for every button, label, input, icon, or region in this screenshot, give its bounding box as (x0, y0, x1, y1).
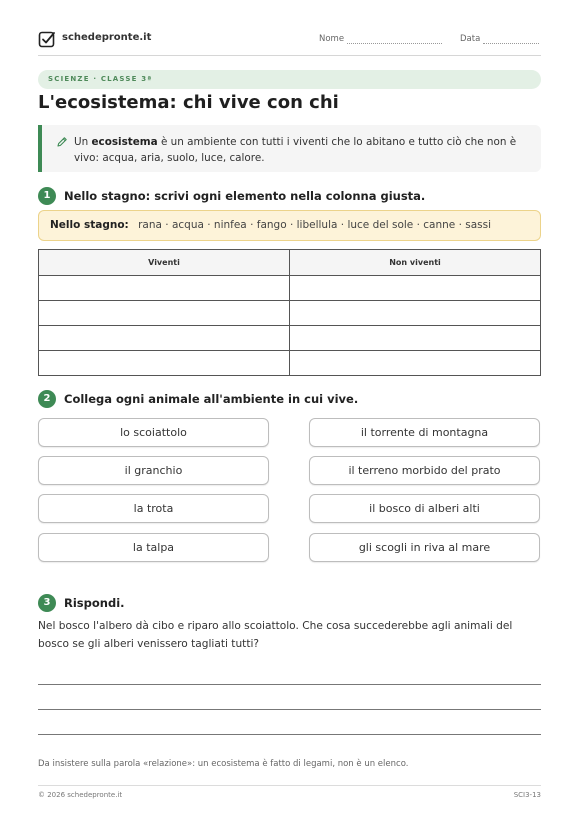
intro-suffix: è un ambiente con tutti i viventi che lo abitano e tutto ciò che non è vivo: acqua, aria, suolo, luce, calore. (74, 136, 517, 164)
intro-box (38, 125, 541, 172)
table-cell[interactable] (39, 351, 290, 376)
name-field[interactable] (319, 34, 442, 44)
exercise-1-number: 1 (38, 187, 56, 205)
date-line[interactable] (483, 36, 539, 44)
column-header-non-viventi: Non viventi (290, 250, 541, 276)
exercise-2-number: 2 (38, 390, 56, 408)
table-cell[interactable] (290, 326, 541, 351)
copyright: © 2026 schedepronte.it (38, 791, 123, 799)
brand-name: schedepronte.it (62, 32, 152, 43)
checkbox-logo-icon (38, 30, 56, 48)
worksheet-code: SCI3-13 (513, 791, 541, 799)
table-cell[interactable] (290, 301, 541, 326)
pencil-icon (56, 136, 68, 148)
exercise-2-title: Collega ogni animale all'ambiente in cui vive. (64, 392, 359, 406)
date-field[interactable] (460, 34, 539, 44)
table-cell[interactable] (39, 301, 290, 326)
answer-line[interactable] (38, 684, 541, 685)
page-footer (38, 785, 541, 799)
animal-card[interactable]: la trota (38, 494, 269, 523)
date-label: Data (460, 34, 481, 44)
page-header (38, 30, 541, 56)
column-header-viventi: Viventi (39, 250, 290, 276)
intro-text (74, 134, 529, 166)
name-label: Nome (319, 34, 345, 44)
habitat-card[interactable]: il torrente di montagna (309, 418, 540, 447)
exercise-3-question: Nel bosco l'albero dà cibo e riparo allo scoiattolo. Che cosa succederebbe agli animali del bosco se gli alberi venissero tagliati tutti? (38, 620, 513, 650)
habitat-card[interactable]: il terreno morbido del prato (309, 456, 540, 485)
answer-line[interactable] (38, 709, 541, 710)
table-cell[interactable] (39, 326, 290, 351)
word-bank-words: rana · acqua · ninfea · fango · libellula · luce del sole · canne · sassi (138, 219, 492, 231)
table-cell[interactable] (290, 276, 541, 301)
habitat-card[interactable]: gli scogli in riva al mare (309, 533, 540, 562)
table-cell[interactable] (39, 276, 290, 301)
intro-keyword: ecosistema (91, 136, 158, 148)
intro-prefix: Un (74, 136, 92, 148)
sorting-table (38, 249, 541, 376)
exercise-3-number: 3 (38, 594, 56, 612)
animal-card[interactable]: il granchio (38, 456, 269, 485)
habitat-card[interactable]: il bosco di alberi alti (309, 494, 540, 523)
name-line[interactable] (347, 36, 442, 44)
subject-badge: SCIENZE · CLASSE 3ª (38, 70, 541, 89)
teacher-note: Da insistere sulla parola «relazione»: un ecosistema è fatto di legami, non è un elenco. (38, 759, 409, 769)
answer-line[interactable] (38, 734, 541, 735)
word-bank-label: Nello stagno: (50, 219, 129, 231)
animal-card[interactable]: la talpa (38, 533, 269, 562)
animal-card[interactable]: lo scoiattolo (38, 418, 269, 447)
exercise-3-title: Rispondi. (64, 596, 125, 610)
exercise-1-title: Nello stagno: scrivi ogni elemento nella colonna giusta. (64, 189, 426, 203)
page-title: L'ecosistema: chi vive con chi (38, 92, 339, 113)
table-cell[interactable] (290, 351, 541, 376)
word-bank (38, 210, 541, 241)
